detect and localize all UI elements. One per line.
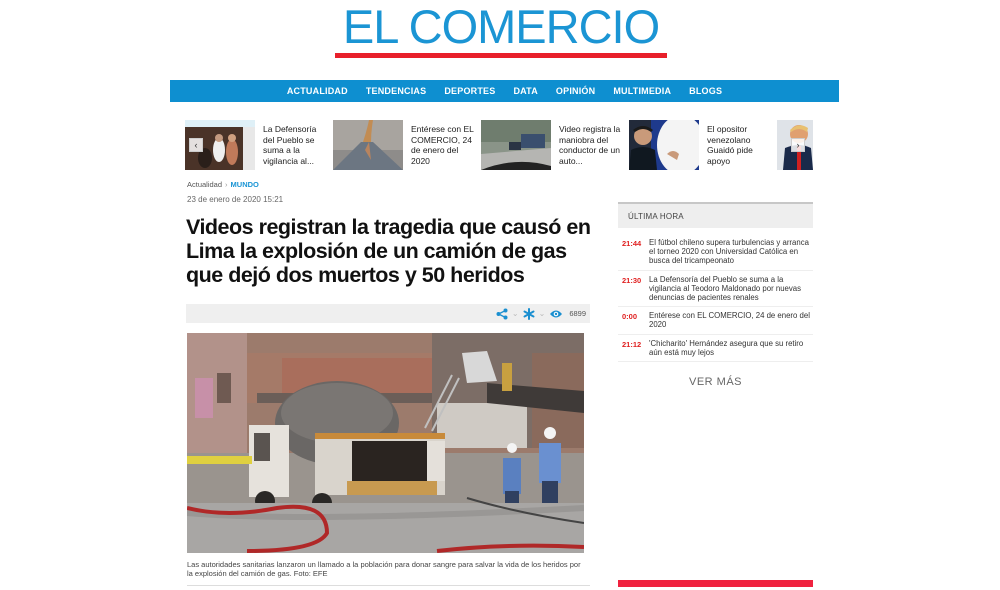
carousel-thumbnail [629, 120, 699, 170]
latest-news-sidebar [618, 202, 813, 388]
chevron-left-icon: ‹ [194, 140, 198, 150]
carousel-next-button[interactable] [791, 138, 805, 152]
logo-underline [335, 53, 667, 58]
eye-icon [549, 309, 563, 319]
article-photo[interactable] [187, 333, 584, 553]
carousel-item[interactable] [629, 120, 777, 172]
view-count: 6899 [569, 309, 586, 318]
carousel-item-title: Video registra la maniobra del conductor de un auto... [559, 124, 621, 166]
latest-news-item[interactable] [618, 307, 813, 334]
breadcrumb [187, 180, 259, 189]
main-nav [170, 80, 839, 102]
news-title: 'Chicharito' Hernández asegura que su retiro aún está muy lejos [649, 338, 804, 357]
photo-caption: Las autoridades sanitarias lanzaron un llamado a la población para donar sangre para salvar la vida de los heridos por la explosión del camión de gas. Foto: EFE [187, 560, 581, 578]
ad-banner-bar [618, 580, 813, 587]
nav-item-deportes[interactable]: DEPORTES [444, 86, 496, 96]
news-title: La Defensoría del Pueblo se suma a la vigilancia al Teodoro Maldonado por nuevas denuncias de pacientes renales [649, 274, 801, 303]
site-logo[interactable] [333, 0, 669, 59]
divider [187, 585, 590, 586]
chevron-down-icon[interactable]: ⌄ [511, 309, 519, 318]
breadcrumb-parent[interactable]: Actualidad [187, 180, 223, 189]
article-headline: Videos registran la tragedia que causó en Lima la explosión de un camión de gas que dejó dos muertos y 50 heridos [186, 215, 591, 287]
news-time: 21:12 [622, 339, 642, 349]
nav-item-blogs[interactable]: BLOGS [689, 86, 723, 96]
news-time: 21:30 [622, 275, 642, 285]
carousel-item[interactable] [333, 120, 481, 172]
breadcrumb-separator: › [225, 180, 228, 189]
latest-news-list [618, 234, 813, 362]
news-time: 21:44 [622, 239, 642, 248]
article-toolbar [186, 304, 590, 323]
carousel-item-title: El opositor venezolano Guaidó pide apoyo [707, 124, 753, 166]
share-icon[interactable] [496, 308, 508, 320]
latest-news-item[interactable] [618, 271, 813, 308]
carousel-item[interactable] [185, 120, 333, 172]
chevron-right-icon: › [796, 140, 800, 150]
latest-news-item[interactable] [618, 234, 813, 271]
article-date: 23 de enero de 2020 15:21 [187, 195, 284, 204]
carousel-thumbnail [333, 120, 403, 170]
text-size-icon[interactable] [523, 308, 535, 320]
carousel-item[interactable] [777, 120, 813, 172]
chevron-down-icon[interactable]: ⌄ [538, 309, 546, 318]
carousel-prev-button[interactable] [189, 138, 203, 152]
news-title: El fútbol chileno supera turbulencias y arranca el torneo 2020 con Universidad Católica en busca del tricampeonato [649, 238, 809, 266]
carousel-item-title: Entérese con EL COMERCIO, 24 de enero del 2020 [411, 124, 474, 166]
nav-item-tendencias[interactable]: TENDENCIAS [365, 86, 427, 96]
carousel-item-title: La Defensoría del Pueblo se suma a la vigilancia al... [263, 124, 317, 166]
logo-text: EL COMERCIO [342, 0, 660, 53]
latest-news-item[interactable] [618, 335, 813, 362]
nav-item-actualidad[interactable]: ACTUALIDAD [286, 86, 348, 96]
see-more-button[interactable]: VER MÁS [688, 376, 742, 389]
nav-item-data[interactable]: DATA [513, 86, 538, 96]
sidebar-title: ÚLTIMA HORA [618, 202, 813, 228]
carousel-thumbnail [777, 120, 813, 170]
news-carousel [185, 120, 815, 172]
carousel-thumbnail [481, 120, 551, 170]
carousel-thumbnail [185, 120, 255, 170]
carousel-item[interactable] [481, 120, 629, 172]
news-time: 0:00 [622, 312, 638, 322]
breadcrumb-section[interactable]: MUNDO [230, 180, 259, 189]
nav-item-opinion[interactable]: OPINIÓN [555, 86, 596, 96]
nav-item-multimedia[interactable]: MULTIMEDIA [613, 86, 672, 96]
news-title: Entérese con EL COMERCIO, 24 de enero del 2020 [649, 311, 810, 330]
